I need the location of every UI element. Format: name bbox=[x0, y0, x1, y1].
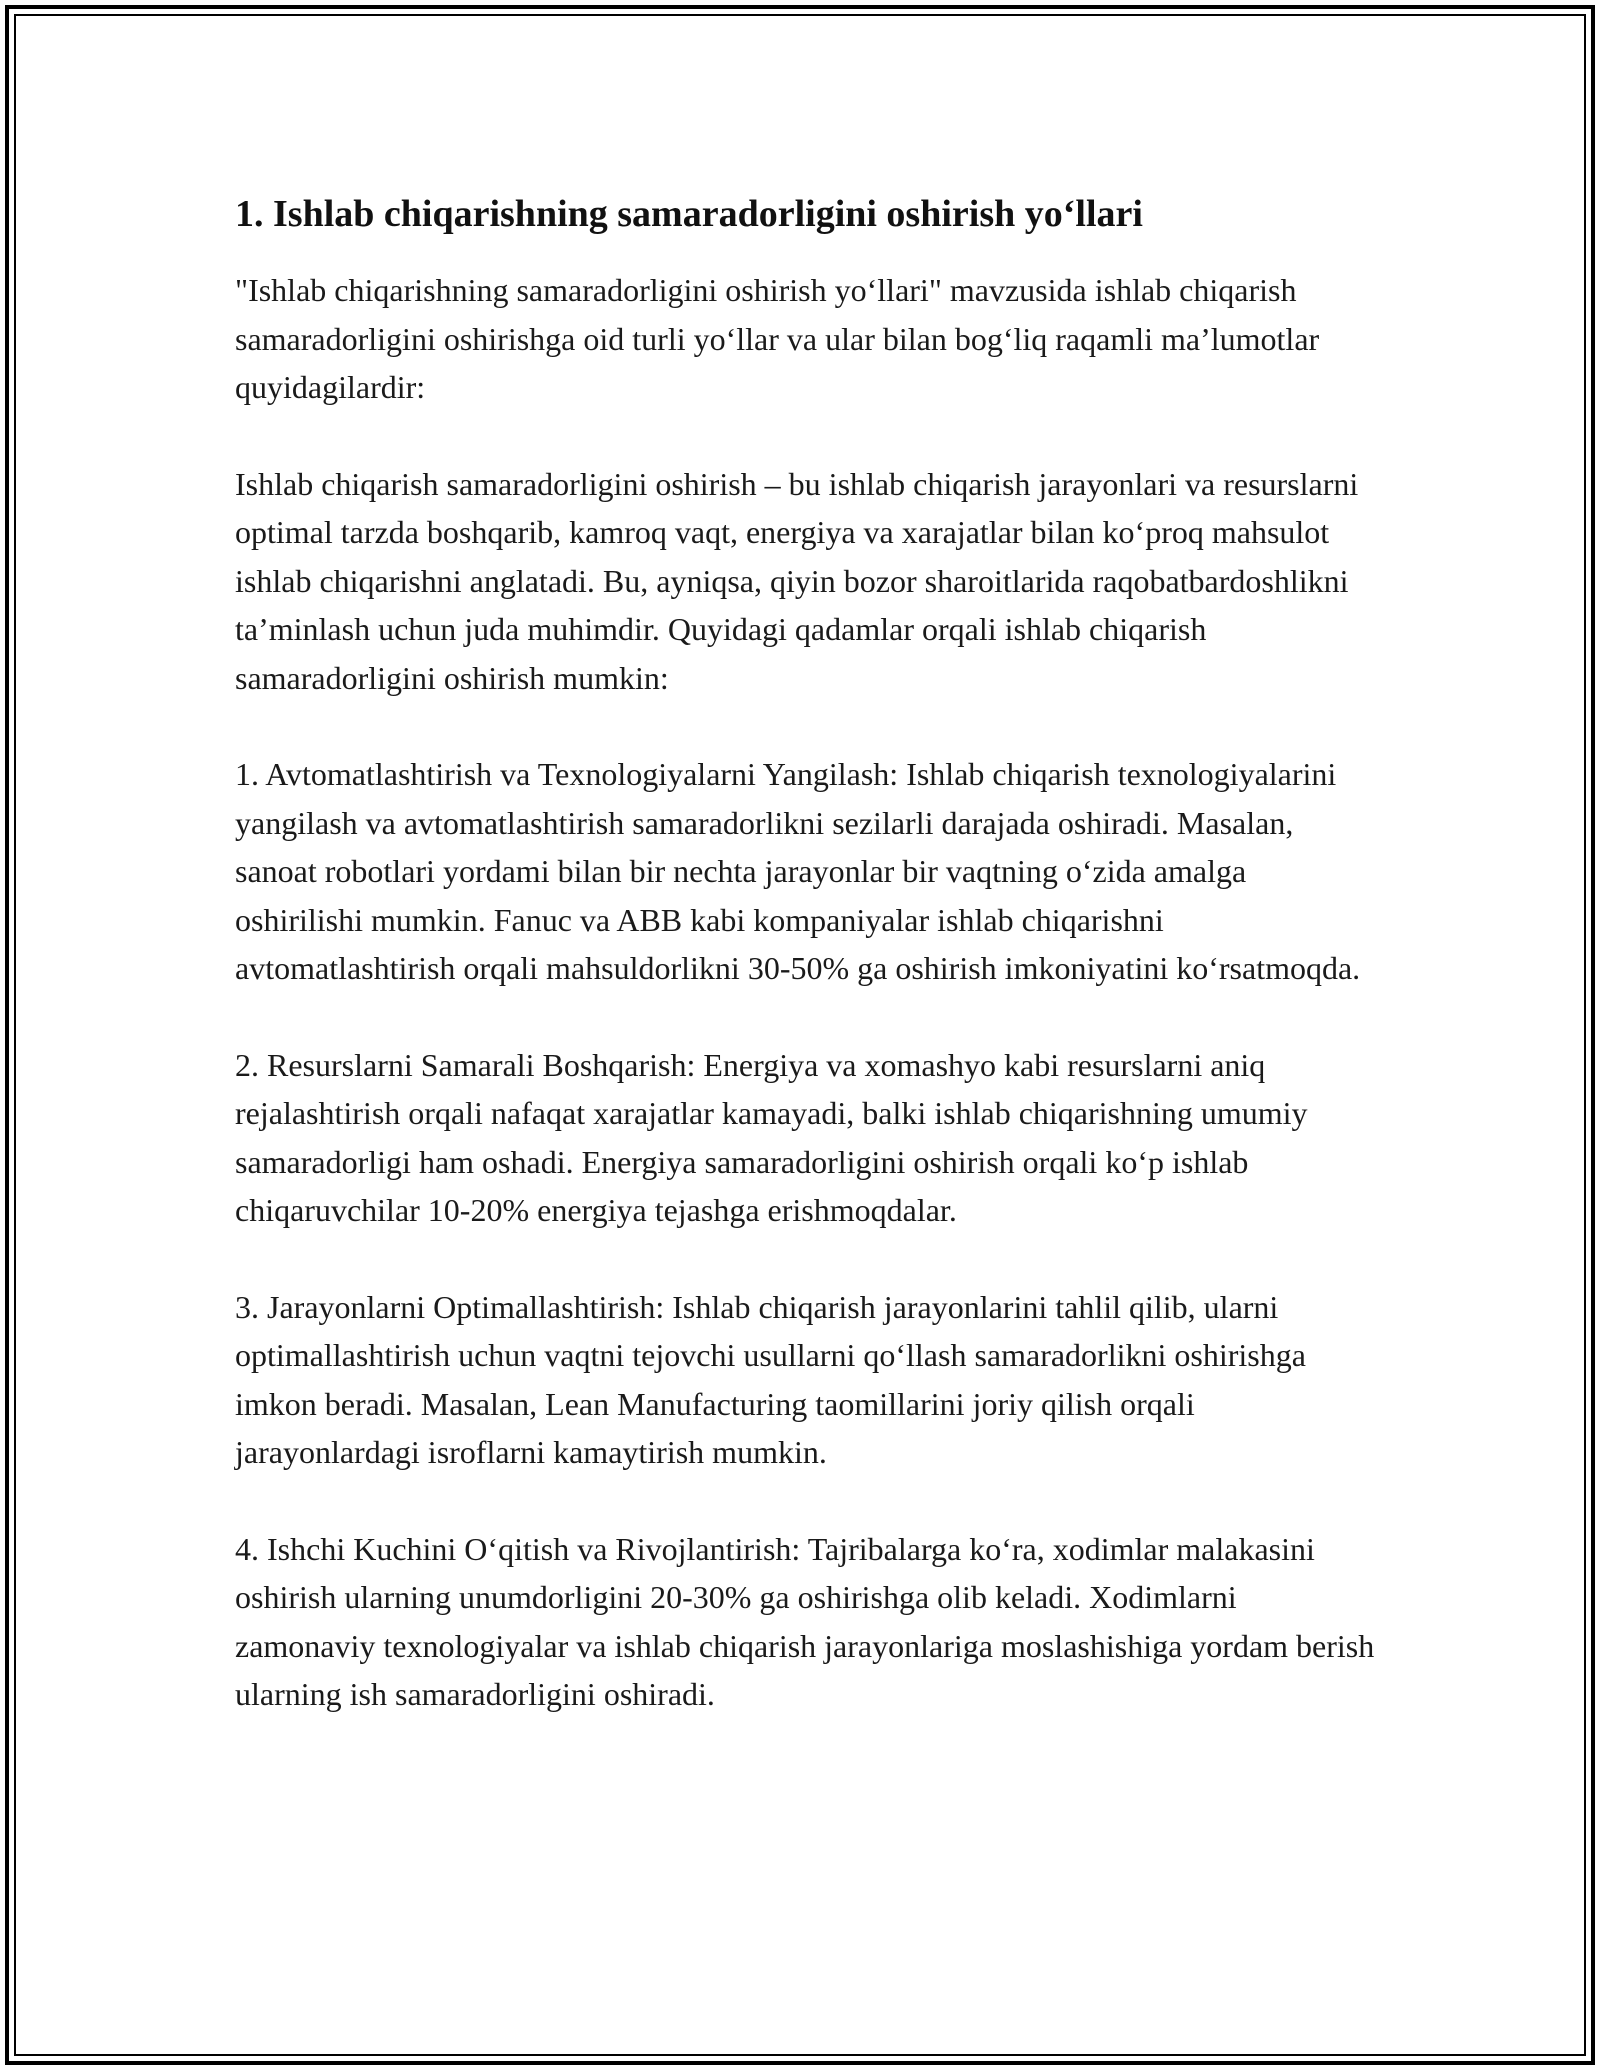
document-body bbox=[235, 190, 1375, 1767]
list-item-workforce-training: 4. Ishchi Kuchini O‘qitish va Rivojlantirish: Tajribalarga ko‘ra, xodimlar malakasini oshirish ularning unumdorligini 20-30% ga oshirishga olib keladi. Xodimlarni zamonaviy texnologiyalar va ishlab chiqarish jarayonlariga moslashishiga yordam berish ularning ish samaradorligini oshiradi. bbox=[235, 1530, 1375, 1712]
list-item-resources: 2. Resurslarni Samarali Boshqarish: Energiya va xomashyo kabi resurslarni aniq rejalashtirish orqali nafaqat xarajatlar kamayadi, balki ishlab chiqarishning umumiy samaradorligi ham oshadi. Energiya samaradorligini oshirish orqali ko‘p ishlab chiqaruvchilar 10-20% energiya tejashga erishmoqdalar. bbox=[235, 1046, 1308, 1228]
list-item-automation: 1. Avtomatlashtirish va Texnologiyalarni Yangilash: Ishlab chiqarish texnologiyalarini yangilash va avtomatlashtirish samaradorlikni sezilarli darajada oshiradi. Masalan, sanoat robotlari yordami bilan bir nechta jarayonlar bir vaqtning o‘zida amalga oshirilishi mumkin. Fanuc va ABB kabi kompaniyalar ishlab chiqarishni avtomatlashtirish orqali mahsuldorlikni 30-50% ga oshirish imkoniyatini ko‘rsatmoqda. bbox=[235, 756, 1361, 986]
list-item-process-optimization: 3. Jarayonlarni Optimallashtirish: Ishlab chiqarish jarayonlarini tahlil qilib, ularni optimallashtirish uchun vaqtni tejovchi usullarni qo‘llash samaradorlikni oshirishga imkon beradi. Masalan, Lean Manufacturing taomillarini joriy qilish orqali jarayonlardagi isroflarni kamaytirish mumkin. bbox=[235, 1288, 1306, 1470]
intro-paragraph: "Ishlab chiqarishning samaradorligini oshirish yo‘llari" mavzusida ishlab chiqarish samaradorligini oshirishga oid turli yo‘llar va ular bilan bog‘liq raqamli ma’lumotlar quyidagilardir: bbox=[235, 272, 1320, 405]
document-title: 1. Ishlab chiqarishning samaradorligini oshirish yo‘llari bbox=[235, 193, 1143, 235]
definition-paragraph: Ishlab chiqarish samaradorligini oshirish – bu ishlab chiqarish jarayonlari va resurslarni optimal tarzda boshqarib, kamroq vaqt, energiya va xarajatlar bilan ko‘proq mahsulot ishlab chiqarishni anglatadi. Bu, ayniqsa, qiyin bozor sharoitlarida raqobatbardoshlikni ta’minlash uchun juda muhimdir. Quyidagi qadamlar orqali ishlab chiqarish samaradorligini oshirish mumkin: bbox=[235, 465, 1359, 696]
